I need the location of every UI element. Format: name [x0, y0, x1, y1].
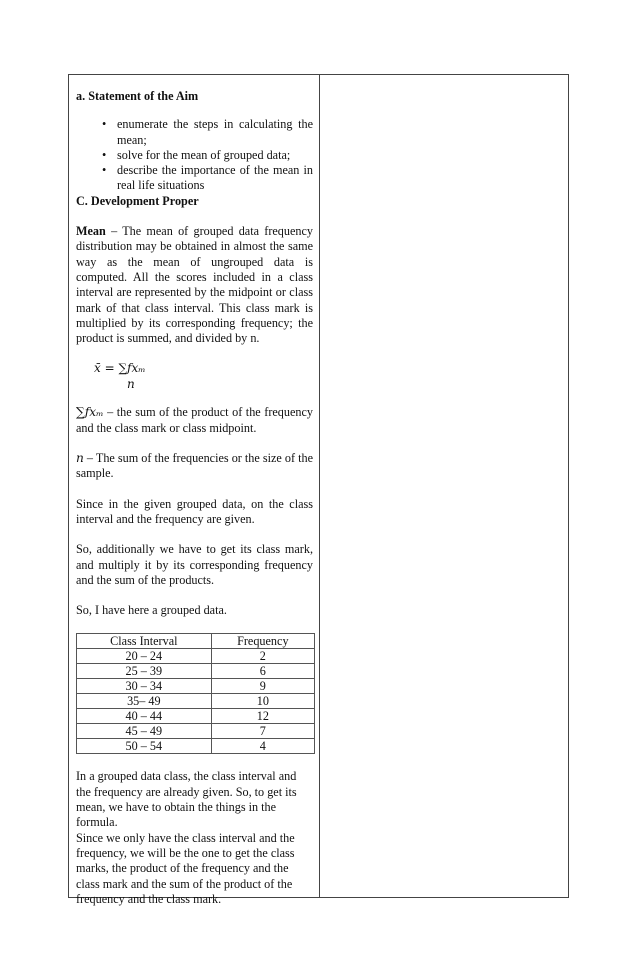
- here-paragraph: So, I have here a grouped data.: [76, 603, 227, 618]
- table-row: [77, 709, 315, 724]
- sum-paragraph: [76, 405, 313, 436]
- since-paragraph: Since we only have the class interval and the frequency, we will be the one to get the class marks, the product of the frequency and the class mark and the sum of the product of the frequency and the class mark.: [76, 830, 295, 906]
- table-row: [77, 664, 315, 679]
- cell-interval: 25 – 39: [77, 664, 212, 679]
- aim-list: [76, 117, 313, 193]
- n-definition: – The sum of the frequencies or the size of the sample.: [76, 451, 313, 481]
- mean-definition: – The mean of grouped data frequency distribution may be obtained in almost the same way as the mean of ungrouped data is computed. All the scores included in a class interval are represented by the midpoint or class mark of that class interval. This class mark is multiplied by its corresponding frequency; the product is summed, and divided by n.: [76, 224, 313, 346]
- cell-interval: 45 – 49: [77, 724, 212, 739]
- lesson-plan-table: [68, 74, 569, 906]
- table-row: [77, 694, 315, 709]
- cell-interval: 40 – 44: [77, 709, 212, 724]
- n-symbol: n: [76, 451, 84, 466]
- cell-interval: 30 – 34: [77, 679, 212, 694]
- n-paragraph: [76, 451, 313, 482]
- aim-item: • solve for the mean of grouped data;: [102, 148, 313, 163]
- mean-paragraph: [76, 224, 313, 346]
- mean-formula: [94, 361, 313, 405]
- development-heading: C. Development Proper: [76, 193, 199, 208]
- right-column: [320, 75, 568, 897]
- cell-frequency: 10: [211, 694, 314, 709]
- additionally-paragraph: So, additionally we have to get its class mark, and multiply it by its corresponding frequency and the sum of the products.: [76, 542, 313, 587]
- sum-definition: – the sum of the product of the frequency and the class mark or class midpoint.: [76, 405, 313, 435]
- header-frequency: Frequency: [211, 634, 314, 649]
- aim-heading: a. Statement of the Aim: [76, 89, 199, 103]
- cell-interval: 20 – 24: [77, 649, 212, 664]
- closing-text: [76, 769, 313, 907]
- formula-denominator: n: [127, 377, 135, 392]
- cell-frequency: 12: [211, 709, 314, 724]
- table-row: [77, 724, 315, 739]
- table-row: [77, 679, 315, 694]
- frequency-table: [76, 633, 315, 754]
- cell-interval: 50 – 54: [77, 739, 212, 754]
- mean-term: Mean: [76, 224, 106, 239]
- table-row: [77, 739, 315, 754]
- cell-frequency: 6: [211, 664, 314, 679]
- left-column: [69, 75, 320, 906]
- table-header-row: [77, 634, 315, 649]
- cell-frequency: 4: [211, 739, 314, 754]
- cell-frequency: 2: [211, 649, 314, 664]
- header-class-interval: Class Interval: [77, 634, 212, 649]
- table-row: [77, 649, 315, 664]
- sum-symbol: ∑ƒxₘ: [76, 405, 104, 420]
- given-paragraph: Since in the given grouped data, on the class interval and the frequency are given.: [76, 496, 313, 526]
- cell-frequency: 7: [211, 724, 314, 739]
- cell-frequency: 9: [211, 679, 314, 694]
- aim-item: • describe the importance of the mean in real life situations: [102, 163, 313, 194]
- grouped-paragraph: In a grouped data class, the class interval and the frequency are already given. So, to get its mean, we have to obtain the things in the formula.: [76, 769, 297, 830]
- cell-interval: 35– 49: [77, 694, 212, 709]
- formula-numerator: x̄ = ∑ƒxₘ: [94, 361, 146, 376]
- aim-item: • enumerate the steps in calculating the mean;: [102, 117, 313, 148]
